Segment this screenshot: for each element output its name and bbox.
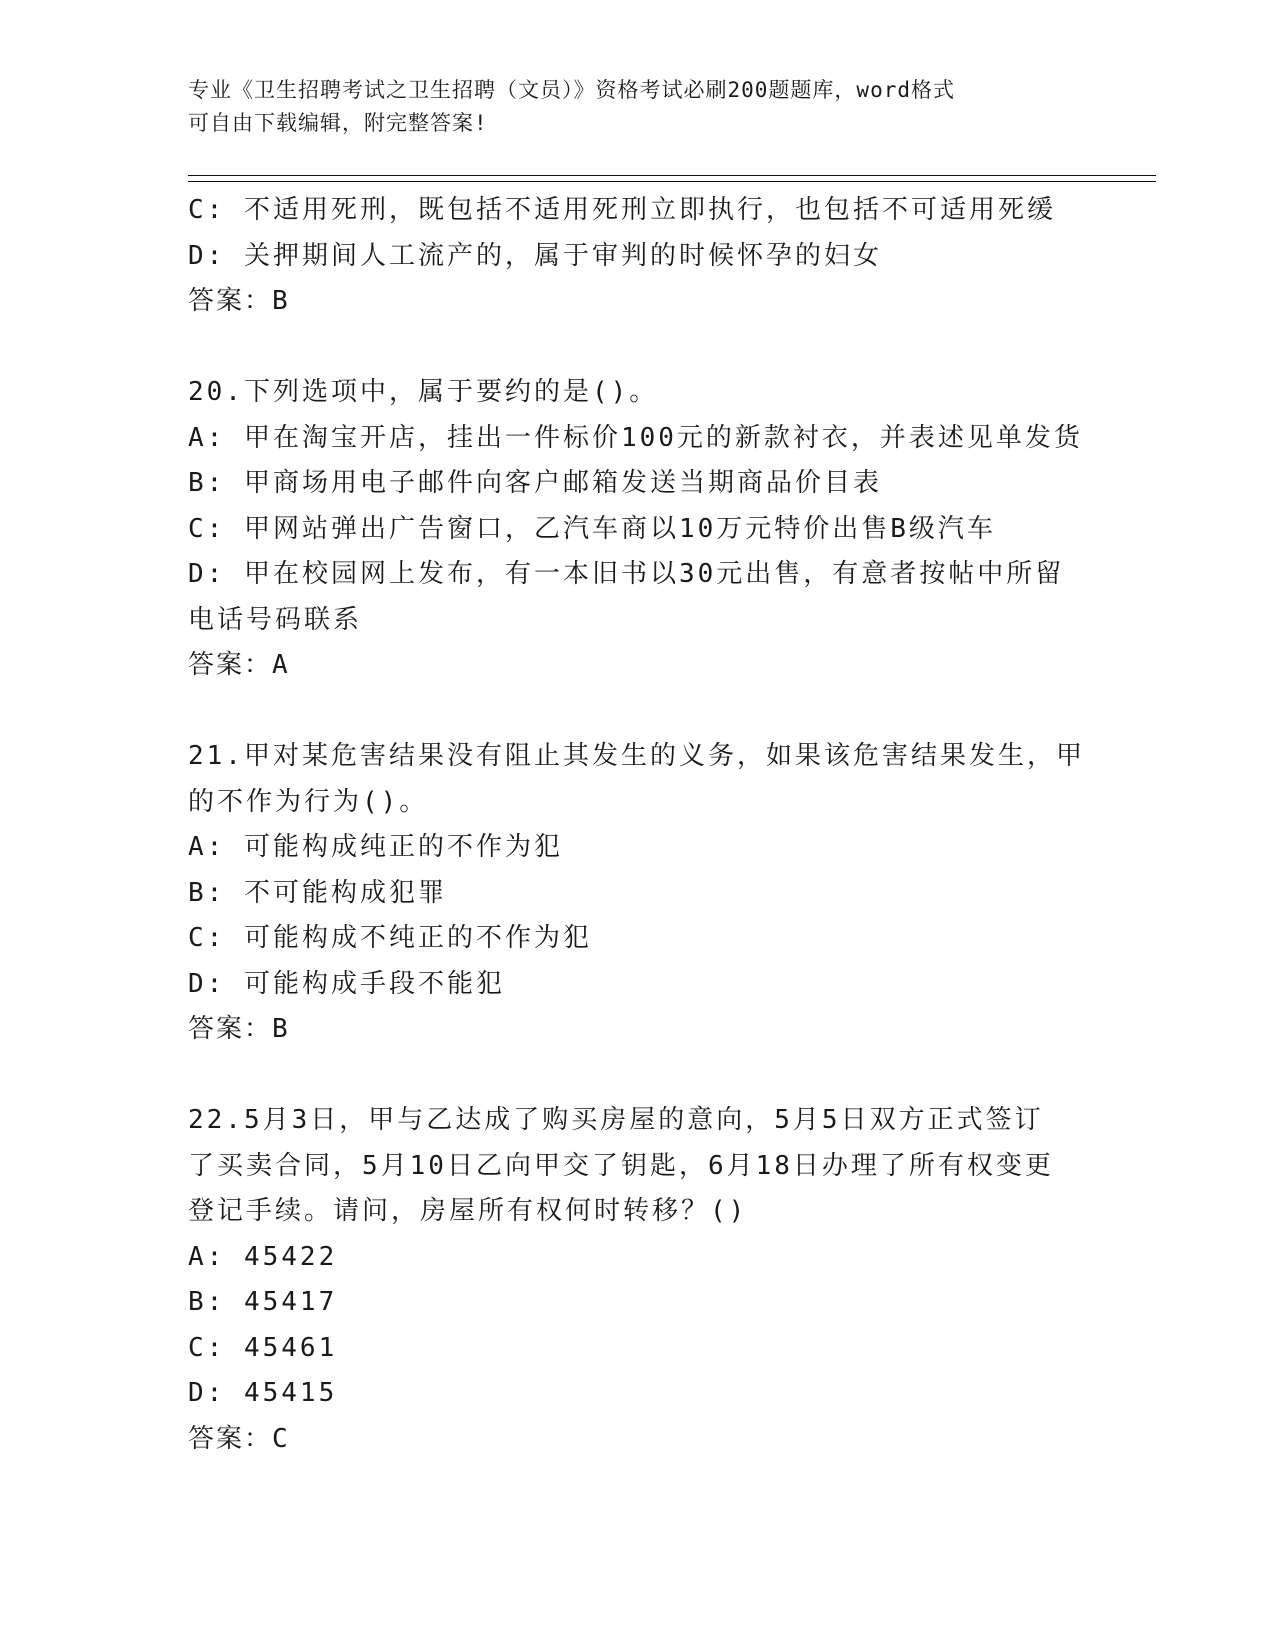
option-c: C: 45461 bbox=[188, 1332, 338, 1363]
option-a: A: 甲在淘宝开店，挂出一件标价100元的新款衬衣，并表述见单发货 bbox=[188, 422, 1083, 453]
header-title-line-2: 可自由下载编辑，附完整答案! bbox=[188, 111, 488, 135]
header-divider-bottom bbox=[188, 181, 1156, 182]
question-20 bbox=[188, 370, 1088, 689]
option-b: B: 不可能构成犯罪 bbox=[188, 877, 447, 908]
option-d: D: 甲在校园网上发布，有一本旧书以30元出售，有意者按帖中所留 bbox=[188, 559, 1065, 589]
option-c: C: 甲网站弹出广告窗口，乙汽车商以10万元特价出售B级汽车 bbox=[188, 513, 996, 544]
option-c: C: 可能构成不纯正的不作为犯 bbox=[188, 923, 592, 953]
option-d: D: 45415 bbox=[188, 1378, 338, 1408]
question-stem: 20.下列选项中，属于要约的是()。 bbox=[188, 377, 659, 407]
spacer bbox=[188, 325, 1088, 371]
option-b: B: 甲商场用电子邮件向客户邮箱发送当期商品价目表 bbox=[188, 468, 882, 498]
answer-label: 答案：B bbox=[188, 286, 290, 316]
option-a: A: 45422 bbox=[188, 1241, 338, 1272]
question-19-tail bbox=[188, 188, 1088, 325]
answer-label: 答案：C bbox=[188, 1423, 290, 1454]
question-list bbox=[188, 188, 1088, 1462]
header-title-line-1: 专业《卫生招聘考试之卫生招聘（文员）》资格考试必刷200题题库，word格式 bbox=[188, 78, 955, 102]
answer-label: 答案：B bbox=[188, 1014, 290, 1044]
question-stem: 22.5月3日，甲与乙达成了购买房屋的意向，5月5日双方正式签订 bbox=[188, 1105, 1044, 1135]
option-d: D: 可能构成手段不能犯 bbox=[188, 968, 505, 999]
option-a: A: 可能构成纯正的不作为犯 bbox=[188, 832, 563, 862]
question-stem-continued: 登记手续。请问，房屋所有权何时转移？() bbox=[188, 1196, 748, 1226]
question-22 bbox=[188, 1098, 1088, 1462]
question-21 bbox=[188, 734, 1088, 1053]
option-d: D: 关押期间人工流产的，属于审判的时候怀孕的妇女 bbox=[188, 240, 882, 271]
document-header bbox=[188, 74, 1088, 140]
question-stem-continued: 了买卖合同，5月10日乙向甲交了钥匙，6月18日办理了所有权变更 bbox=[188, 1150, 1054, 1181]
question-stem-continued: 的不作为行为()。 bbox=[188, 786, 429, 817]
option-d-continued: 电话号码联系 bbox=[188, 604, 363, 635]
spacer bbox=[188, 1053, 1088, 1099]
option-b: B: 45417 bbox=[188, 1287, 338, 1317]
answer-label: 答案：A bbox=[188, 650, 290, 680]
question-stem: 21.甲对某危害结果没有阻止其发生的义务，如果该危害结果发生，甲 bbox=[188, 741, 1085, 771]
option-c: C: 不适用死刑，既包括不适用死刑立即执行，也包括不可适用死缓 bbox=[188, 195, 1056, 225]
spacer bbox=[188, 689, 1088, 735]
header-divider-top bbox=[188, 175, 1156, 176]
